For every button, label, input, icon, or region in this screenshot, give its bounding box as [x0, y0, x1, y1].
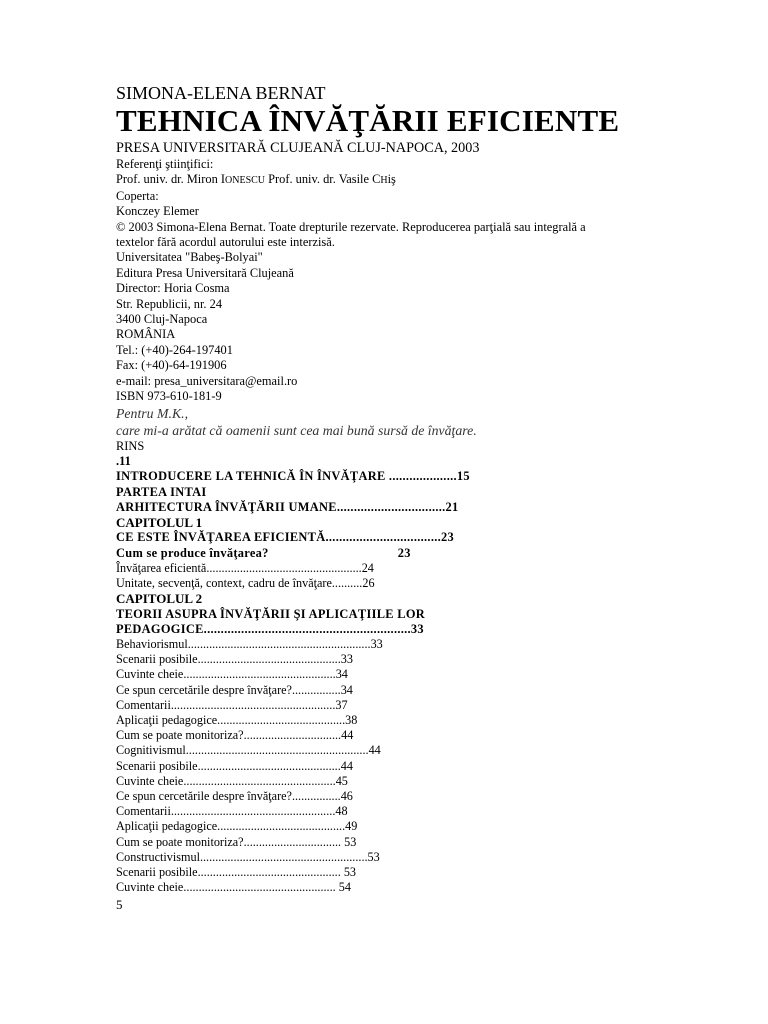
toc-entry: Constructivismul.......................................................53 — [116, 849, 380, 864]
toc-entry: Cuvinte cheie..................................................45 — [116, 773, 348, 788]
book-title: TEHNICA ÎNVĂŢĂRII EFICIENTE — [116, 103, 620, 138]
toc-entry: Cum se produce învăţarea? 23 — [116, 545, 411, 560]
telephone: Tel.: (+40)-264-197401 — [116, 342, 233, 357]
referent-suffix: iş — [387, 172, 396, 187]
country: ROMÂNIA — [116, 327, 176, 342]
referents-line — [116, 172, 636, 188]
toc-entry: Cognitivismul............................................................44 — [116, 743, 381, 758]
fax: Fax: (+40)-64-191906 — [116, 358, 227, 373]
table-of-contents — [116, 469, 636, 895]
referents-label: Referenţi ştiinţifici: — [116, 157, 214, 171]
toc-entry: Comentarii......................................................48 — [116, 804, 348, 819]
referent-prefix: Prof. univ. dr. Miron — [116, 172, 221, 187]
isbn: ISBN 973-610-181-9 — [116, 389, 222, 404]
toc-entry: Cuvinte cheie.................................................. 54 — [116, 880, 351, 895]
toc-entry: Unitate, secvenţă, context, cadru de învăţare..........26 — [116, 575, 375, 590]
street-address: Str. Republicii, nr. 24 — [116, 296, 223, 311]
referent-sc-initial: I — [220, 172, 226, 187]
page-content — [116, 82, 636, 913]
author-name: SIMONA-ELENA BERNAT — [116, 83, 326, 103]
university: Universitatea "Babeş-Bolyai" — [116, 250, 263, 265]
toc-entry: Cum se poate monitoriza?................................44 — [116, 728, 354, 743]
toc-entry: Ce spun cercetările despre învăţare?................46 — [116, 788, 353, 803]
email: e-mail: presa_universitara@email.ro — [116, 373, 298, 388]
toc-entry: TEORII ASUPRA ÎNVĂŢĂRII ŞI APLICAŢIILE LOR — [116, 606, 426, 621]
toc-entry: Scenarii posibile............................................... 53 — [116, 865, 357, 879]
toc-entry: Scenarii posibile...............................................44 — [116, 758, 353, 773]
toc-entry: PEDAGOGICE.............................................................33 — [116, 621, 424, 636]
toc-entry: Cum se poate monitoriza?................................ 53 — [116, 834, 357, 849]
toc-entry: Cuvinte cheie..................................................34 — [116, 667, 348, 682]
toc-entry: ARHITECTURA ÎNVĂŢĂRII UMANE................................21 — [116, 499, 459, 514]
publisher-name: Editura Presa Universitară Clujeană — [116, 265, 294, 280]
toc-entry: CE ESTE ÎNVĂŢAREA EFICIENTĂ..................................23 — [116, 530, 455, 545]
toc-entry: CAPITOLUL 1 — [116, 514, 203, 530]
dedication-line-2: care mi-a arătat că oamenii sunt cea mai bună sursă de învăţare. — [116, 422, 477, 438]
copyright-line-1: © 2003 Simona-Elena Bernat. Toate drepturile rezervate. Reproducerea parţială sau integrală a — [116, 219, 586, 234]
toc-entry: INTRODUCERE LA TEHNICĂ ÎN ÎNVĂŢARE ....................15 — [116, 469, 470, 484]
director: Director: Horia Cosma — [116, 281, 230, 296]
dedication-line-1: Pentru M.K., — [116, 405, 189, 421]
toc-entry: Învăţarea eficientă...................................................24 — [116, 560, 374, 575]
referent-sc-second: H — [380, 175, 388, 187]
referent-sc-rest: ONESCU — [225, 175, 266, 187]
cover-name: Konczey Elemer — [116, 204, 199, 219]
publisher-line: PRESA UNIVERSITARĂ CLUJEANĂ CLUJ-NAPOCA, 2003 — [116, 140, 480, 156]
referent-middle: Prof. univ. dr. Vasile C — [265, 172, 381, 187]
page-number: 5 — [116, 897, 123, 913]
city: 3400 Cluj-Napoca — [116, 312, 208, 327]
toc-heading-number: .11 — [116, 453, 131, 468]
toc-entry: CAPITOLUL 2 — [116, 591, 203, 607]
toc-entry: PARTEA INTAI — [116, 484, 207, 499]
toc-entry: Comentarii......................................................37 — [116, 697, 348, 712]
toc-entry: Scenarii posibile...............................................33 — [116, 652, 353, 667]
cover-label: Coperta: — [116, 188, 159, 203]
toc-entry: Aplicaţii pedagogice..........................................49 — [116, 819, 358, 834]
copyright-line-2: textelor fără acordul autorului este interzisă. — [116, 235, 335, 250]
toc-entry: Behaviorismul............................................................33 — [116, 636, 383, 651]
toc-entry: Ce spun cercetările despre învăţare?................34 — [116, 682, 353, 697]
toc-entry: Aplicaţii pedagogice..........................................38 — [116, 712, 358, 727]
toc-heading: RINS — [116, 438, 145, 453]
